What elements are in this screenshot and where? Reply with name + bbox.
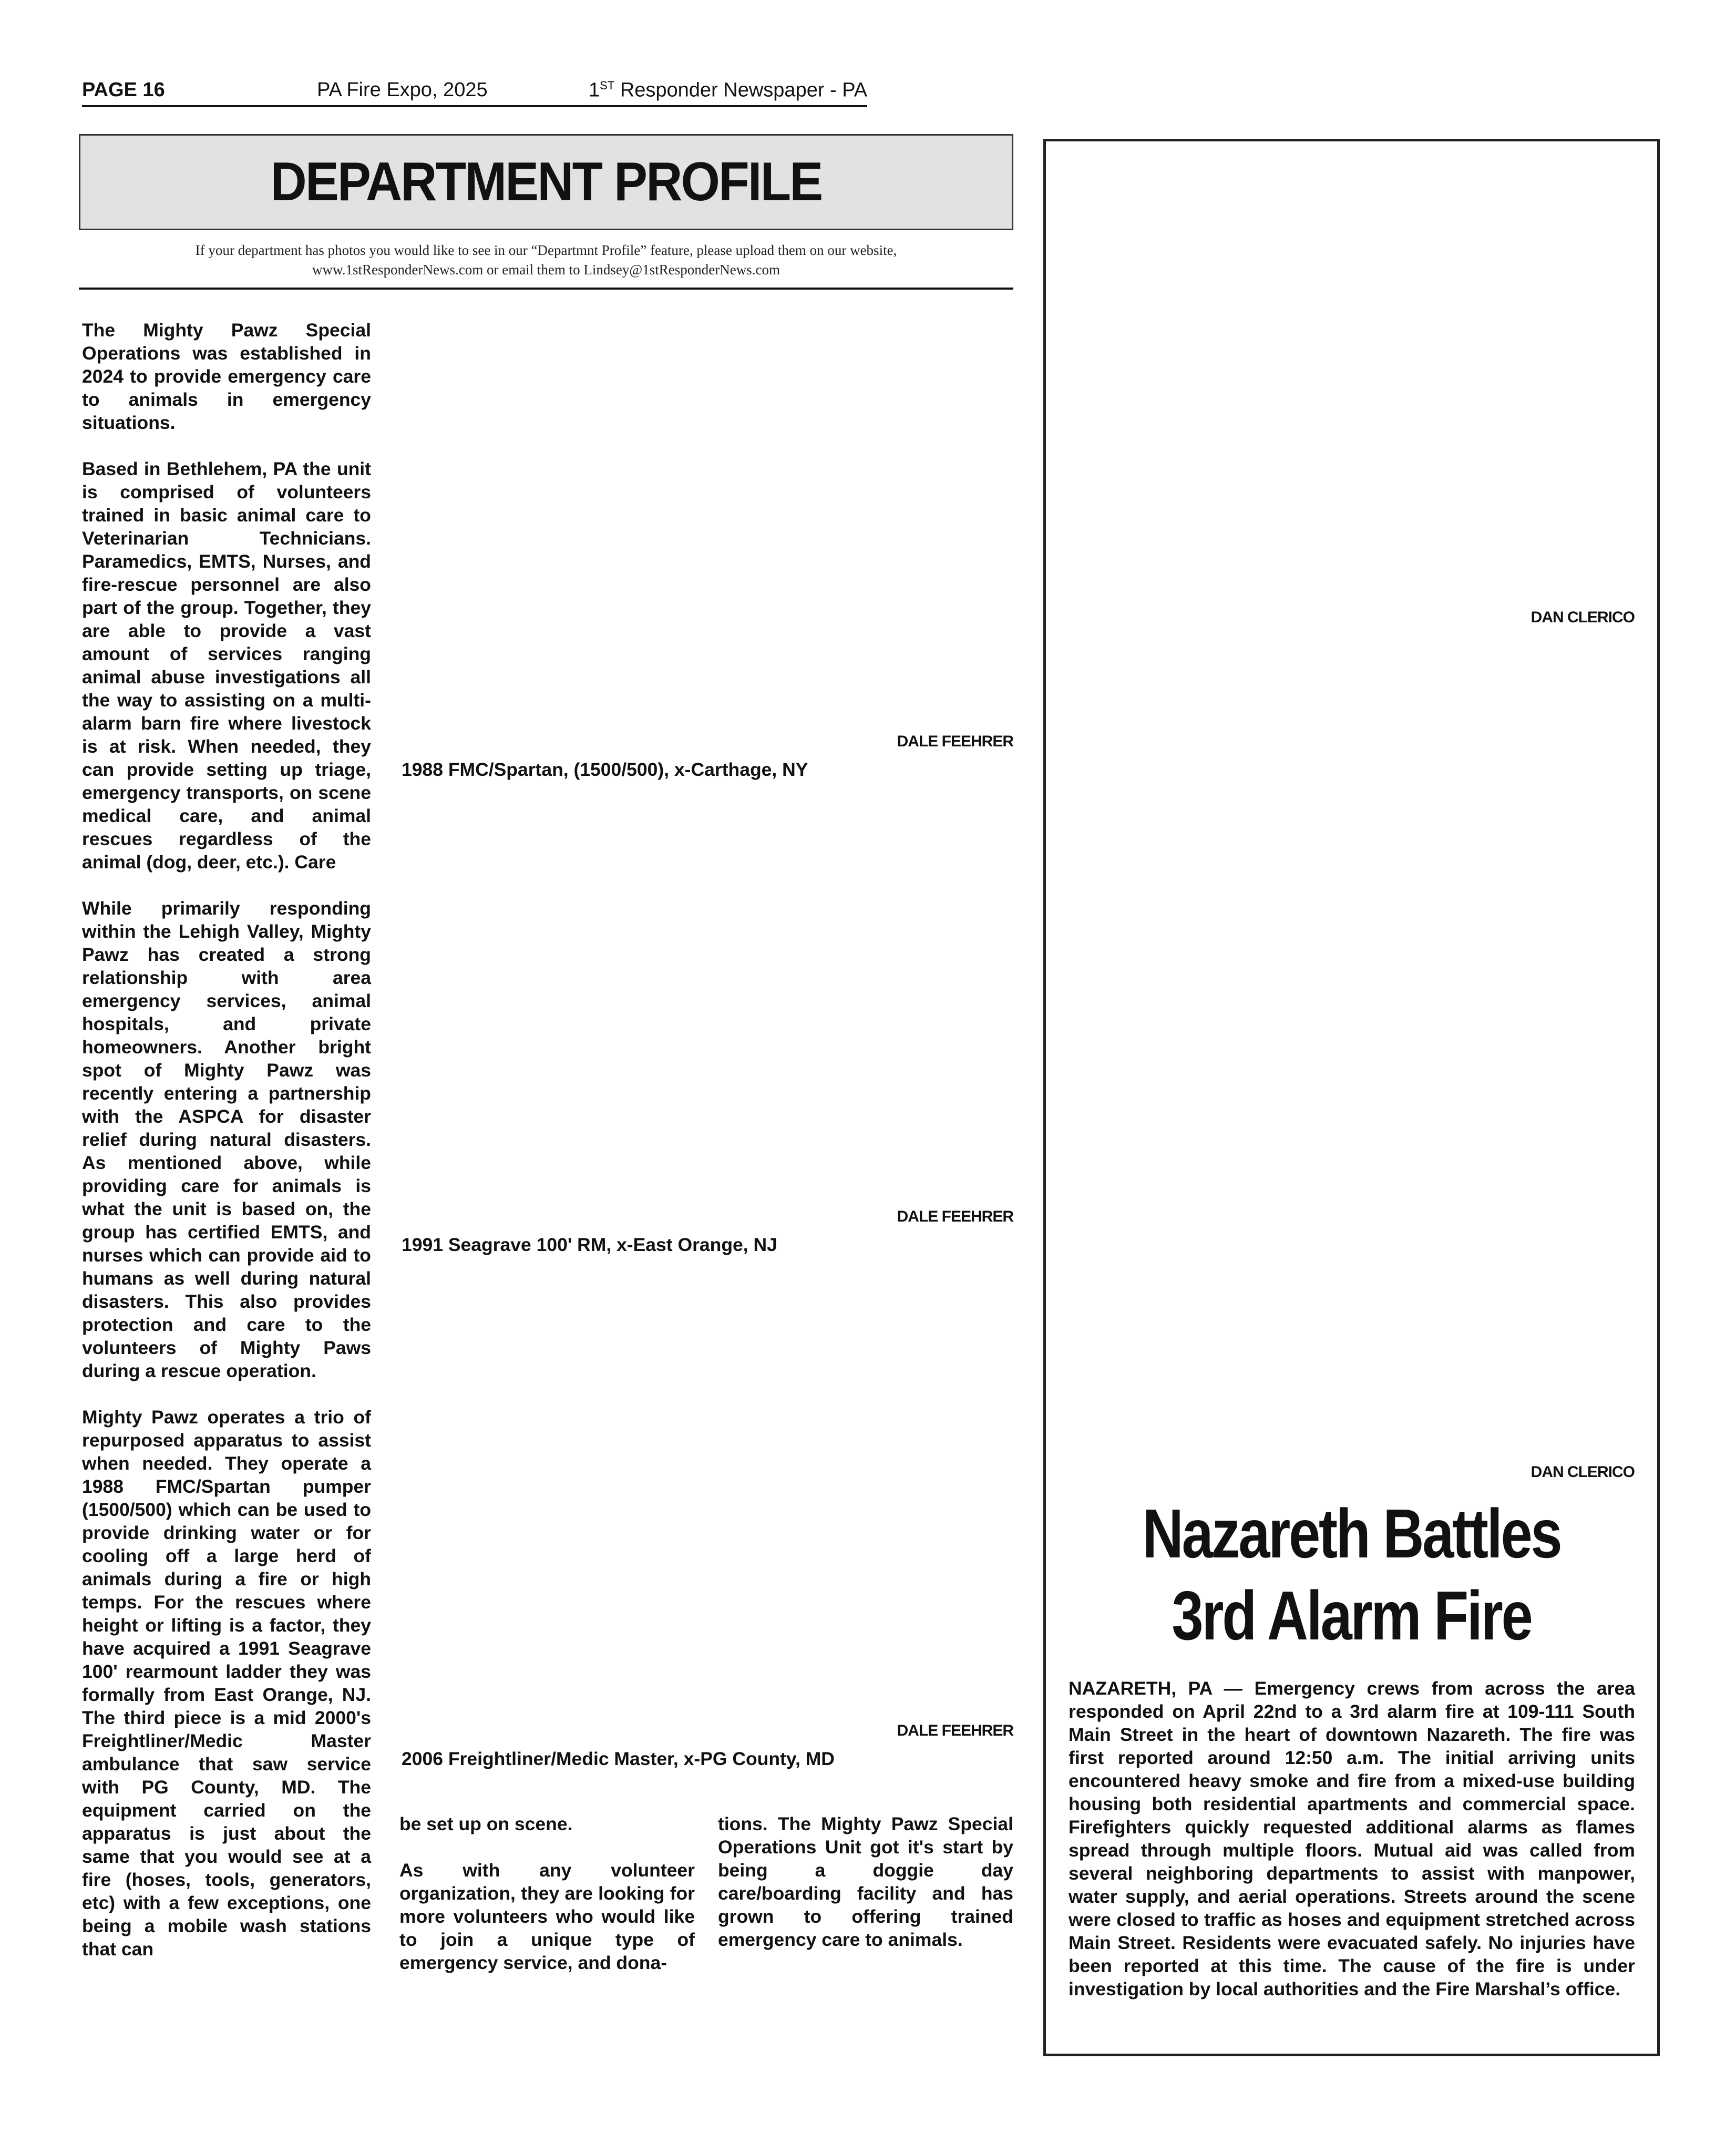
paper-rest: Responder Newspaper - PA [614, 79, 868, 101]
profile-article-column [82, 319, 371, 1961]
photo-seagrave-ladder [399, 794, 1013, 1204]
section-banner [79, 134, 1013, 230]
article-paragraph: The Mighty Pawz Special Operations was established in 2024 to provide emergency care to animals in emergency situations. [82, 320, 371, 433]
article-paragraph: As with any volunteer organization, they are looking for more volunteers who would like to join a unique type of emergency service, and dona- [399, 1860, 695, 1973]
photo-caption: 1988 FMC/Spartan, (1500/500), x-Carthage, NY [402, 759, 808, 780]
paper-prefix: 1 [589, 79, 600, 101]
submission-note-line-2: www.1stResponderNews.com or email them to Lindsey@1stResponderNews.com [312, 262, 780, 278]
profile-article-column-3 [718, 1812, 1013, 1951]
submission-note-line-1: If your department has photos you would like to see in our “Departmnt Profile” feature, please upload them on our website, [195, 242, 897, 258]
article-paragraph: Mighty Pawz operates a trio of repurposed apparatus to assist when needed. They operate a 1988 FMC/Spartan pumper (1500/500) which can be used to provide drinking water or for cooling off a large herd of animals during a fire or high temps. For the rescues where height or lifting is a factor, they have acquired a 1991 Seagrave 100' rearmount ladder they was formally from East Orange, NJ. The third piece is a mid 2000's Freightliner/Medic Master ambulance that saw service with PG County, MD. The equipment carried on the apparatus is just about the same that you would see at a fire (hoses, tools, generators, etc) with a few exceptions, one being a mobile wash stations that can [82, 1407, 371, 1960]
nazareth-story-body [1069, 1677, 1635, 2001]
photo-fmc-spartan [399, 315, 1013, 731]
photo-credit: DALE FEEHRER [897, 1722, 1013, 1739]
photo-credit: DAN CLERICO [1530, 1463, 1635, 1481]
header-rule [82, 105, 867, 107]
article-paragraph: tions. The Mighty Pawz Special Operations Unit got it's start by being a doggie day care/boarding facility and has grown to offering trained emergency care to animals. [718, 1813, 1013, 1950]
photo-credit: DALE FEEHRER [897, 1208, 1013, 1225]
photo-caption: 2006 Freightliner/Medic Master, x-PG County, MD [402, 1748, 835, 1769]
nazareth-headline [1062, 1493, 1641, 1657]
photo-credit: DAN CLERICO [1530, 609, 1635, 626]
headline-line-2: 3rd Alarm Fire [1172, 1577, 1532, 1654]
section-title: DEPARTMENT PROFILE [270, 151, 822, 212]
photo-freightliner-ambulance [399, 1267, 1013, 1719]
submission-note [79, 241, 1013, 280]
nazareth-photo-top [1050, 147, 1653, 604]
page-number: PAGE 16 [82, 79, 165, 101]
headline-line-1: Nazareth Battles [1142, 1495, 1561, 1572]
newspaper-name [589, 79, 867, 102]
nazareth-photo-bottom [1050, 631, 1653, 1456]
banner-rule [79, 288, 1013, 290]
issue-label: PA Fire Expo, 2025 [317, 79, 488, 101]
article-paragraph: NAZARETH, PA — Emergency crews from across the area responded on April 22nd to a 3rd alarm fire at 109-111 South Main Street in the heart of downtown Nazareth. The fire was first reported around 12:50 a.m. The initial arriving units encountered heavy smoke and fire from a mixed-use building housing both residential apartments and commercial space. Firefighters quickly requested additional alarms as flames spread through multiple floors. Mutual aid was called from several neighboring departments to assist with manpower, water supply, and aerial operations. Streets around the scene were closed to traffic as hoses and equipment stretched across Main Street. Residents were evacuated safely. No injuries have been reported at this time. The cause of the fire is under investigation by local authorities and the Fire Marshal’s office. [1069, 1678, 1635, 1999]
photo-caption: 1991 Seagrave 100' RM, x-East Orange, NJ [402, 1234, 777, 1255]
article-paragraph: While primarily responding within the Lehigh Valley, Mighty Pawz has created a strong relationship with area emergency services, animal hospitals, and private homeowners. Another bright spot of Mighty Pawz was recently entering a partnership with the ASPCA for disaster relief during natural disasters. As mentioned above, while providing care for animals is what the unit is based on, the group has certified EMTS, and nurses which can provide aid to humans as well during natural disasters. This also provides protection and care to the volunteers of Mighty Paws during a rescue operation. [82, 898, 371, 1381]
article-paragraph: Based in Bethlehem, PA the unit is comprised of volunteers trained in basic animal care to Veterinarian Technicians. Paramedics, EMTS, Nurses, and fire-rescue personnel are also part of the group. Together, they are able to provide a vast amount of services ranging animal abuse investigations all the way to assisting on a multi-alarm barn fire where livestock is at risk. When needed, they can provide setting up triage, emergency transports, on scene medical care, and animal rescues regardless of the animal (dog, deer, etc.). Care [82, 458, 371, 873]
article-paragraph: be set up on scene. [399, 1813, 573, 1834]
photo-credit: DALE FEEHRER [897, 733, 1013, 750]
profile-article-column-2 [399, 1812, 695, 1974]
paper-superscript: ST [600, 79, 615, 92]
